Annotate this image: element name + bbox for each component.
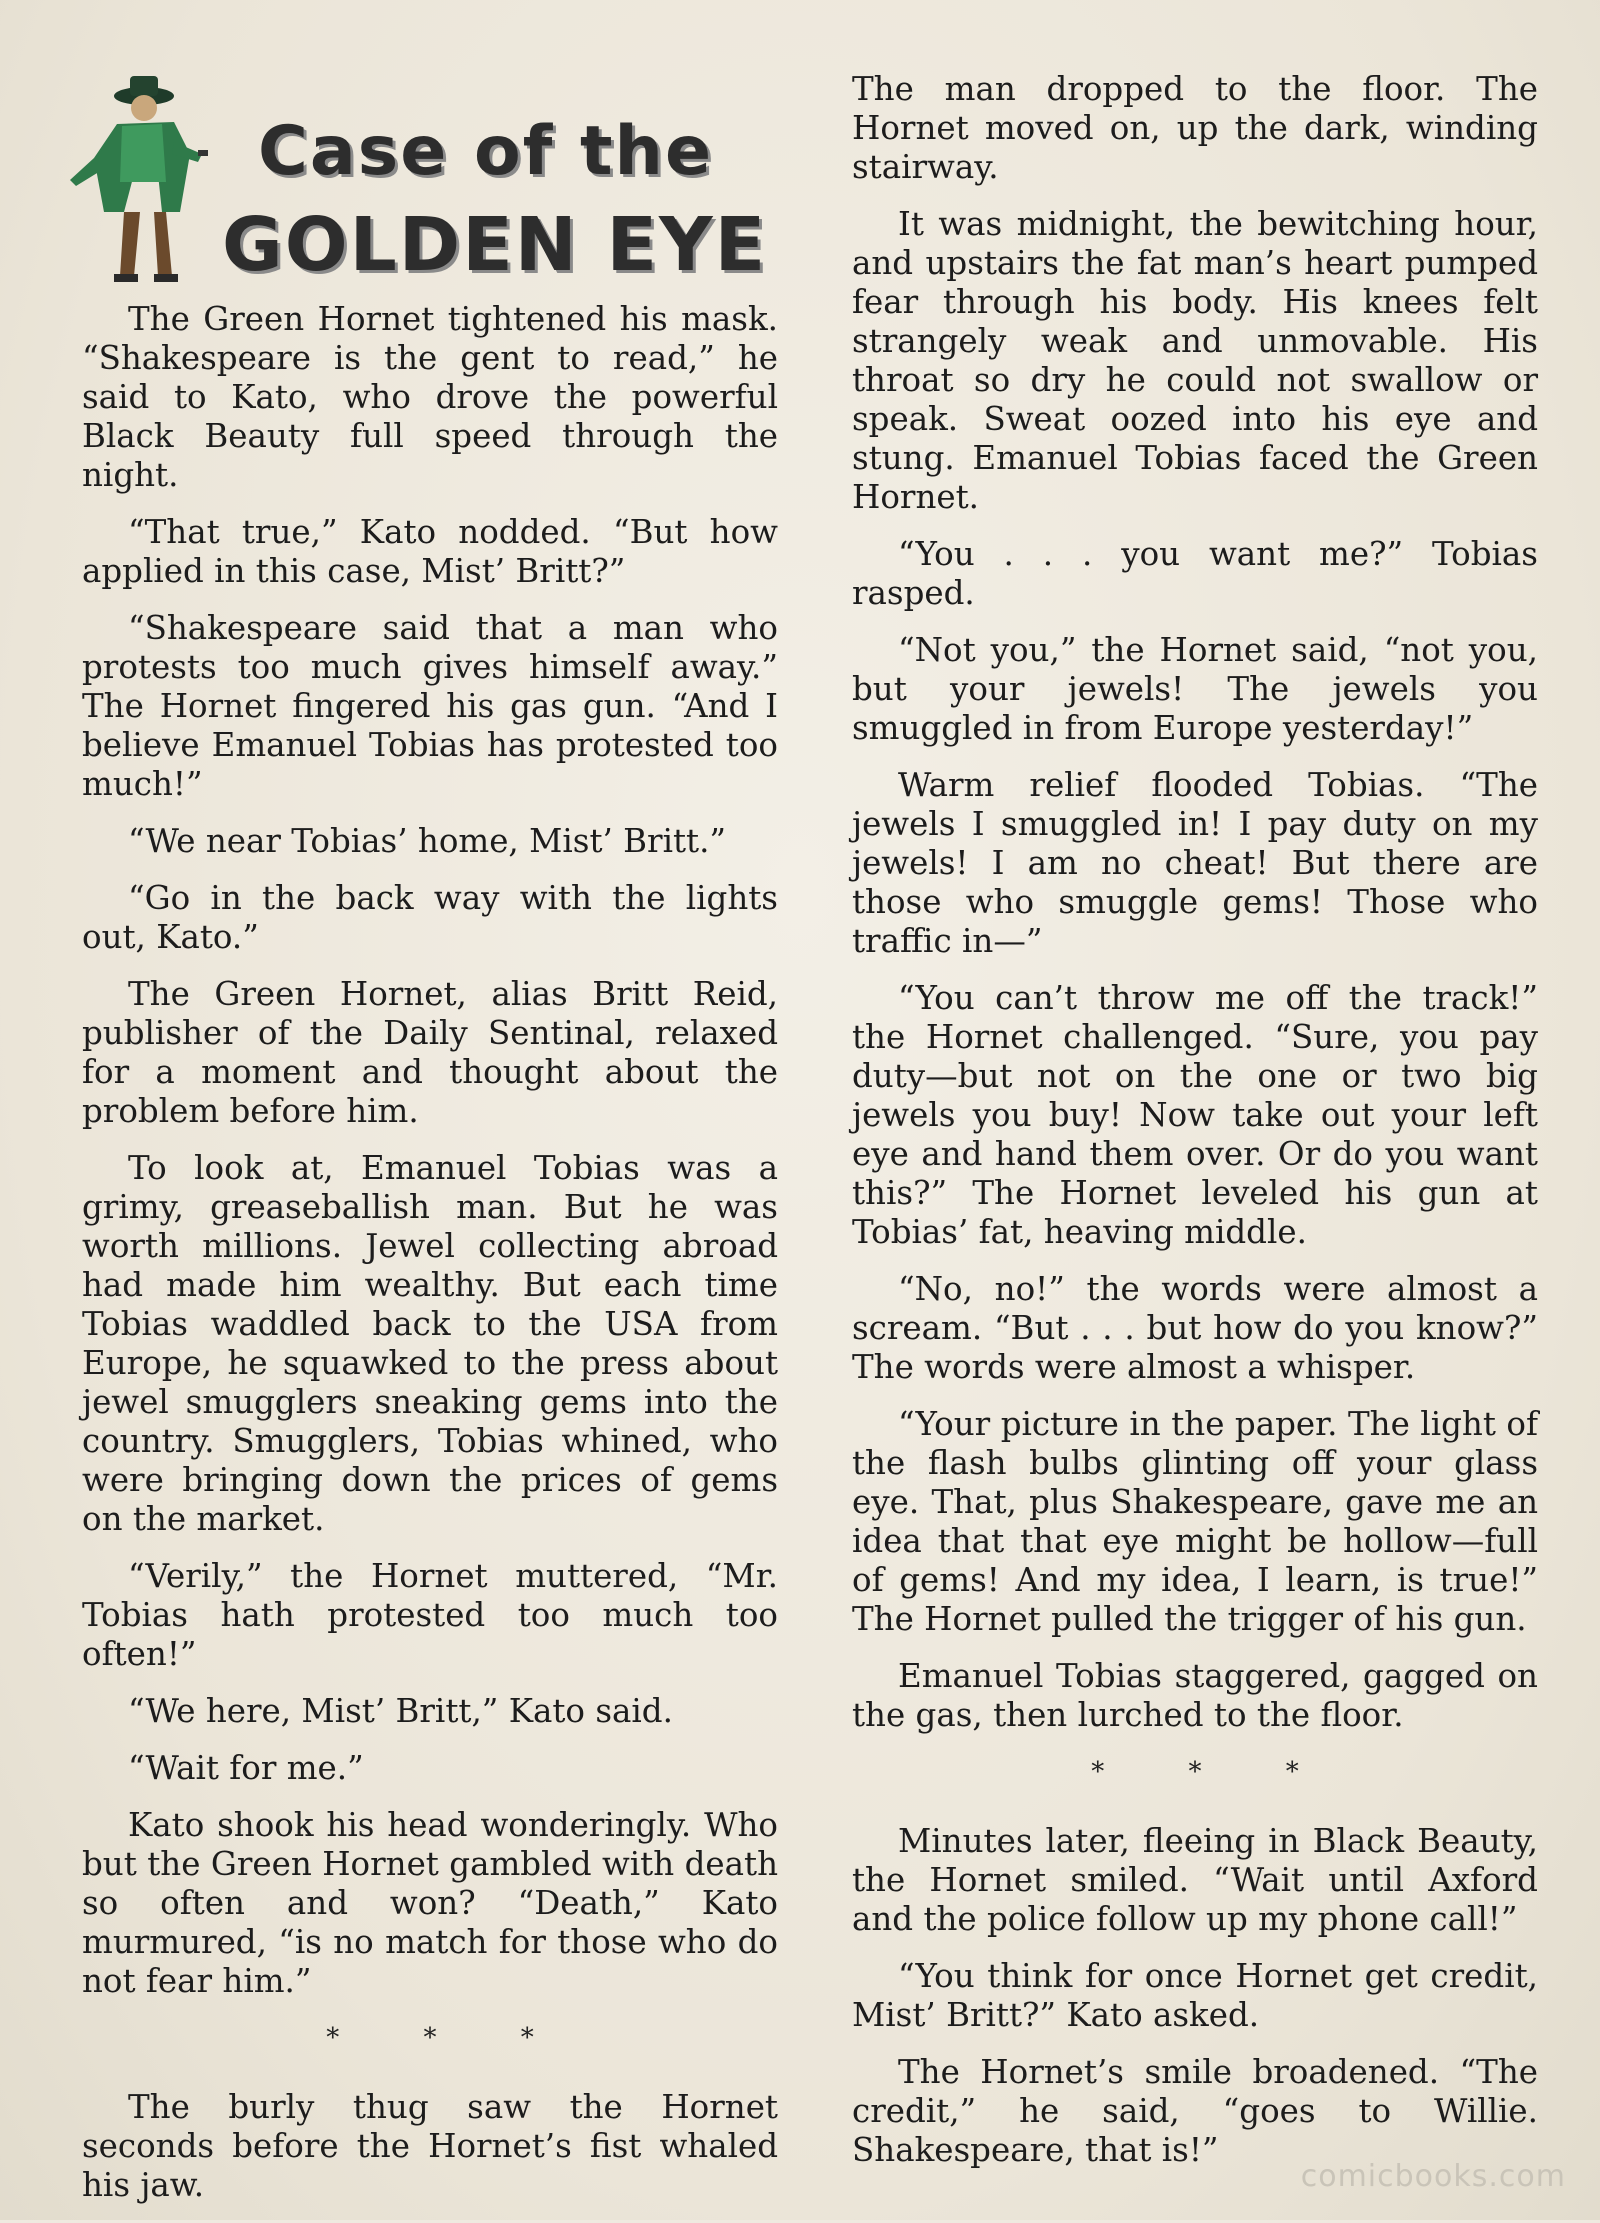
green-hornet-figure-icon	[62, 62, 212, 292]
paragraph: It was midnight, the bewitching hour, and upstairs the fat man’s heart pumped fear through his body. His knees felt strangely weak and unmovable. His throat so dry he could not swallow or speak. Sweat oozed into his eye and stung. Emanuel Tobias faced the Green Hornet.	[852, 205, 1538, 516]
left-column	[82, 300, 778, 2223]
paragraph: “Go in the back way with the lights out, Kato.”	[82, 879, 778, 956]
paragraph: “Shakespeare said that a man who protests too much gives himself away.” The Hornet fingered his gas gun. “And I believe Emanuel Tobias has protested too much!”	[82, 609, 778, 803]
paragraph: “You think for once Hornet get credit, Mist’ Britt?” Kato asked.	[852, 1957, 1538, 2034]
story-title-block	[60, 62, 800, 292]
right-column	[852, 70, 1538, 2188]
paragraph: The burly thug saw the Hornet seconds before the Hornet’s fist whaled his jaw.	[82, 2088, 778, 2204]
paragraph: Kato shook his head wonderingly. Who but the Green Hornet gambled with death so often and won? “Death,” Kato murmured, “is no match for those who do not fear him.”	[82, 1806, 778, 2000]
paragraph: Emanuel Tobias staggered, gagged on the gas, then lurched to the floor.	[852, 1657, 1538, 1734]
paragraph: To look at, Emanuel Tobias was a grimy, greaseballish man. But he was worth millions. Jewel collecting abroad had made him wealthy. But each time Tobias waddled back to the USA from Europe, he squawked to the press about jewel smugglers sneaking gems into the country. Smugglers, Tobias whined, who were bringing down the prices of gems on the market.	[82, 1149, 778, 1538]
paragraph: The Green Hornet, alias Britt Reid, publisher of the Daily Sentinal, relaxed for a moment and thought about the problem before him.	[82, 975, 778, 1130]
paragraph: “No, no!” the words were almost a scream. “But . . . but how do you know?” The words were almost a whisper.	[852, 1270, 1538, 1386]
paragraph: “Not you,” the Hornet said, “not you, but your jewels! The jewels you smuggled in from Europe yesterday!”	[852, 631, 1538, 747]
paragraph: “We near Tobias’ home, Mist’ Britt.”	[128, 822, 727, 860]
paragraph: “That true,” Kato nodded. “But how applied in this case, Mist’ Britt?”	[82, 513, 778, 590]
paragraph: The man dropped to the floor. The Hornet moved on, up the dark, winding stairway.	[852, 70, 1538, 186]
paragraph: “We here, Mist’ Britt,” Kato said.	[128, 1692, 673, 1730]
paragraph: The Green Hornet tightened his mask. “Shakespeare is the gent to read,” he said to Kato, who drove the powerful Black Beauty full speed through the night.	[82, 300, 778, 494]
paragraph: Minutes later, fleeing in Black Beauty, the Hornet smiled. “Wait until Axford and the police follow up my phone call!”	[852, 1822, 1538, 1938]
section-separator: * * *	[326, 2023, 572, 2053]
paragraph: Warm relief flooded Tobias. “The jewels I smuggled in! I pay duty on my jewels! I am no cheat! But there are those who smuggle gems! Those who traffic in—”	[852, 766, 1538, 960]
paragraph: “You can’t throw me off the track!” the Hornet challenged. “Sure, you pay duty—but not on the one or two big jewels you buy! Now take out your left eye and hand them over. Or do you want this?” The Hornet leveled his gun at Tobias’ fat, heaving middle.	[852, 979, 1538, 1251]
title-line-2: GOLDEN EYE	[222, 202, 768, 288]
paragraph: “You . . . you want me?” Tobias rasped.	[852, 535, 1538, 612]
watermark: comicbooks.com	[1300, 2159, 1566, 2194]
paragraph: The Hornet’s smile broadened. “The credit,” he said, “goes to Willie. Shakespeare, that is!”	[852, 2053, 1538, 2169]
paragraph: “Your picture in the paper. The light of the flash bulbs glinting off your glass eye. That, plus Shakespeare, gave me an idea that that eye might be hollow—full of gems! And my idea, I learn, is true!” The Hornet pulled the trigger of his gun.	[852, 1405, 1538, 1638]
title-line-1: Case of the	[258, 112, 714, 191]
section-separator: * * *	[1091, 1757, 1337, 1787]
paragraph: “Wait for me.”	[128, 1749, 364, 1787]
paragraph: “Verily,” the Hornet muttered, “Mr. Tobias hath protested too much too often!”	[82, 1557, 778, 1673]
